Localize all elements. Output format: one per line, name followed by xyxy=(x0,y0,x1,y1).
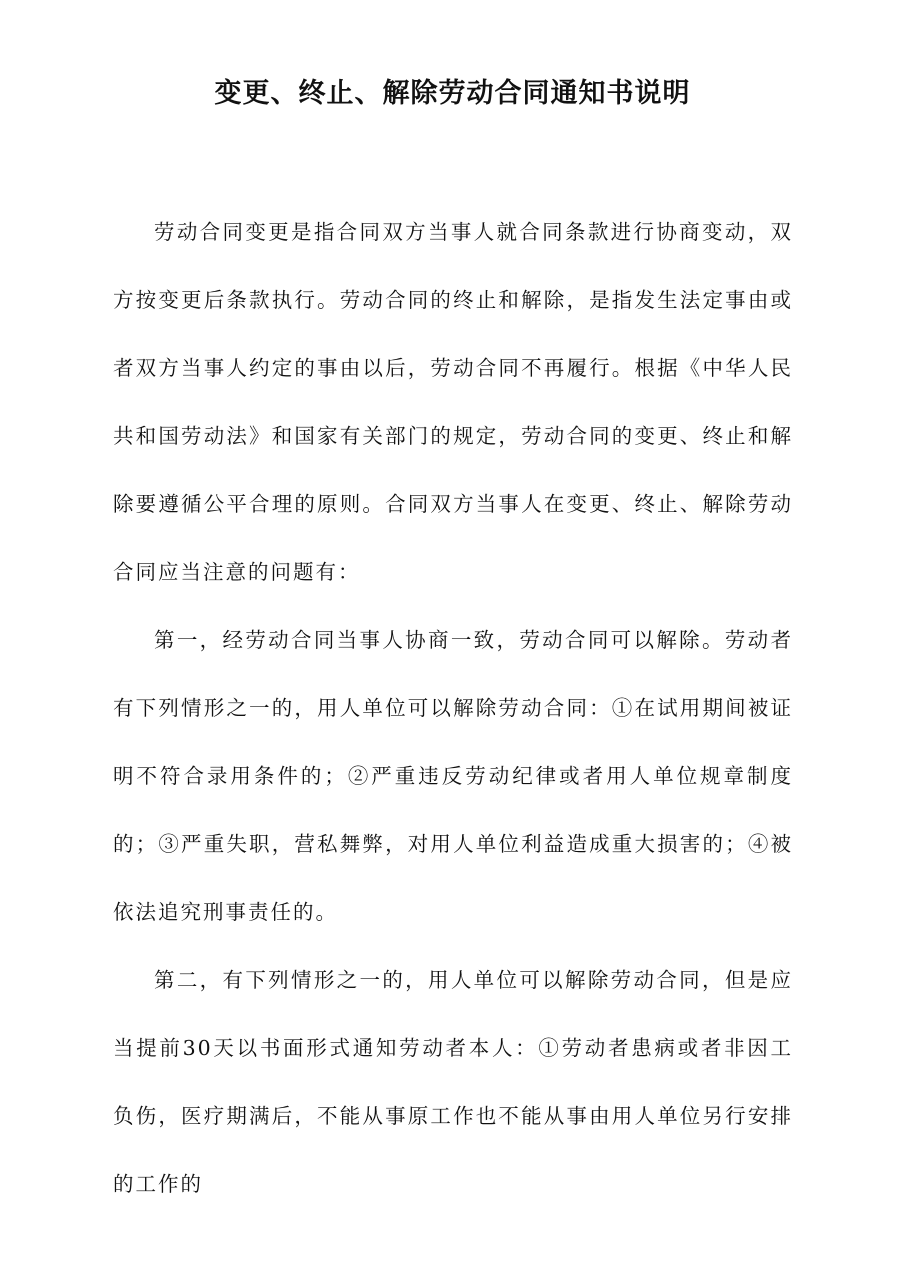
document-title: 变更、终止、解除劳动合同通知书说明 xyxy=(214,78,691,109)
document-body xyxy=(113,198,793,1218)
paragraph-intro: 劳动合同变更是指合同双方当事人就合同条款进行协商变动，双方按变更后条款执行。劳动合同的终止和解除，是指发生法定事由或者双方当事人约定的事由以后，劳动合同不再履行。根据《中华人民共和国劳动法》和国家有关部门的规定，劳动合同的变更、终止和解除要遵循公平合理的原则。合同双方当事人在变更、终止、解除劳动合同应当注意的问题有： xyxy=(113,220,793,584)
paragraph-first: 第一，经劳动合同当事人协商一致，劳动合同可以解除。劳动者有下列情形之一的，用人单位可以解除劳动合同：①在试用期间被证明不符合录用条件的；②严重违反劳动纪律或者用人单位规章制度的；③严重失职，营私舞弊，对用人单位利益造成重大损害的；④被依法追究刑事责任的。 xyxy=(113,628,793,924)
paragraph-second: 第二，有下列情形之一的，用人单位可以解除劳动合同，但是应当提前30天以书面形式通知劳动者本人：①劳动者患病或者非因工负伤，医疗期满后，不能从事原工作也不能从事由用人单位另行安排的工作的 xyxy=(113,968,793,1196)
